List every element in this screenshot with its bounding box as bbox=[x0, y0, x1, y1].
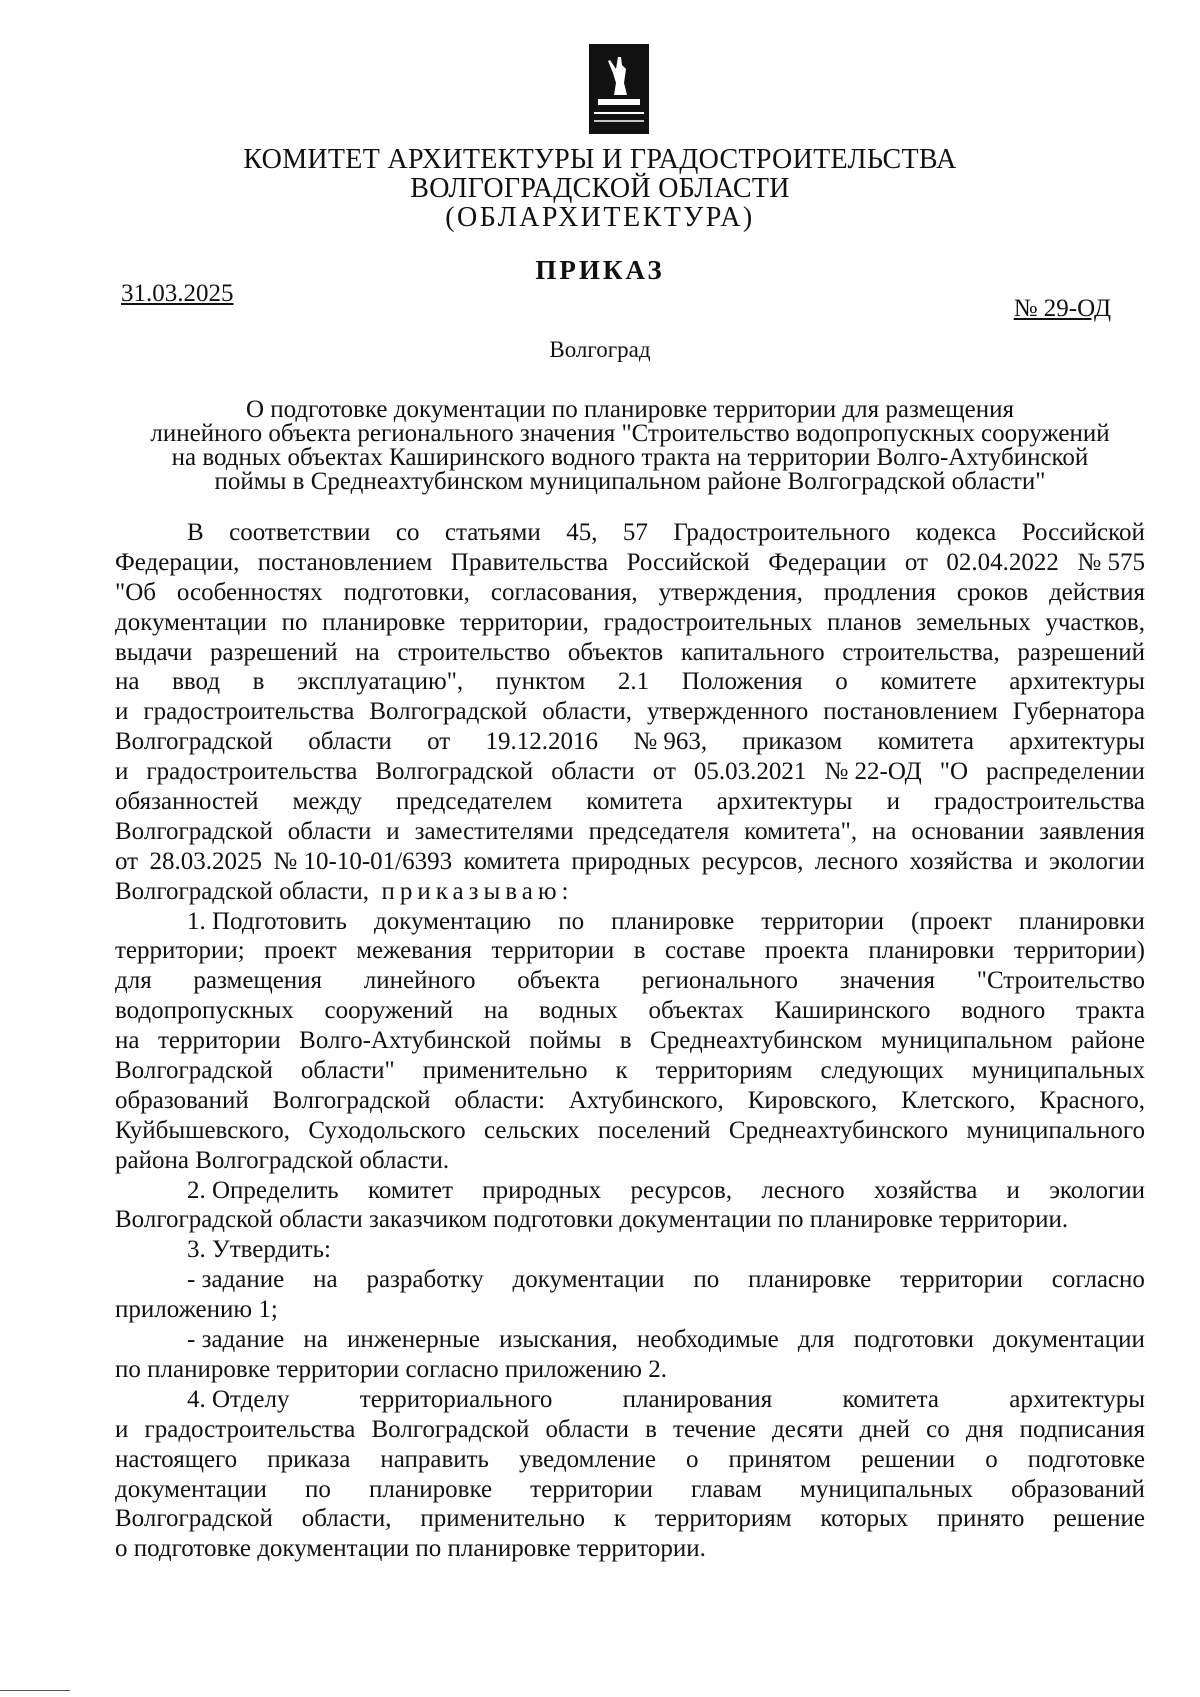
body-word: территориального bbox=[359, 1385, 553, 1413]
body-word: Волгоградской bbox=[369, 698, 528, 726]
body-word: - задание bbox=[187, 1266, 285, 1294]
body-word: и bbox=[115, 758, 129, 786]
body-word: планирования bbox=[622, 1385, 773, 1413]
body-word: планировке bbox=[368, 1475, 493, 1503]
body-word: строительства, bbox=[842, 638, 1000, 666]
body-word: которых bbox=[820, 1505, 909, 1533]
body-word: сроков bbox=[956, 578, 1029, 606]
body-word: участков, bbox=[1045, 608, 1145, 636]
body-line bbox=[115, 1265, 1145, 1295]
body-word: применительно bbox=[420, 1505, 586, 1533]
body-word: природных bbox=[571, 847, 691, 875]
body-word: области bbox=[308, 728, 392, 756]
body-word: к bbox=[613, 1505, 627, 1533]
body-word: Клетского, bbox=[901, 1086, 1016, 1114]
body-word: территории, bbox=[459, 608, 589, 636]
body-word: решении bbox=[861, 1445, 956, 1473]
order-word: приказываю: bbox=[381, 877, 574, 905]
body-word: градостроительства bbox=[144, 1415, 356, 1443]
body-word: лесного bbox=[761, 1176, 845, 1204]
body-word: капитального bbox=[680, 638, 825, 666]
body-word: градостроительства bbox=[934, 788, 1145, 816]
body-line bbox=[115, 996, 1145, 1026]
body-word: межевания bbox=[356, 937, 472, 965]
body-word: области, bbox=[301, 1505, 392, 1533]
body-word: области: bbox=[454, 1086, 545, 1114]
body-line: приложению 1; bbox=[115, 1296, 278, 1324]
body-word: для bbox=[797, 1326, 835, 1354]
body-word: и bbox=[115, 698, 129, 726]
scan-edge-mark bbox=[0, 1690, 70, 1691]
body-word: муниципального bbox=[966, 1116, 1145, 1144]
body-word: № 10-10-01/6393 bbox=[273, 847, 453, 875]
body-word: составе bbox=[665, 937, 746, 965]
body-word: комитета", bbox=[744, 817, 858, 845]
body-word: планировке bbox=[611, 907, 735, 935]
body-word: области" bbox=[300, 1057, 395, 1085]
body-word: документации bbox=[115, 1475, 267, 1503]
body-word: принятом bbox=[728, 1445, 832, 1473]
body-word: (проект bbox=[911, 907, 992, 935]
body-word: планировки bbox=[1018, 907, 1145, 935]
body-word: Среднеахтубинском bbox=[650, 1027, 863, 1055]
body-word: Градостроительного bbox=[673, 519, 891, 546]
body-word: на bbox=[872, 817, 897, 845]
body-word: на bbox=[303, 1326, 328, 1354]
body-word: течение bbox=[673, 1415, 756, 1443]
body-word: на bbox=[115, 668, 140, 696]
body-word: территориям bbox=[655, 1057, 793, 1085]
body-word: Ахтубинского, bbox=[568, 1086, 724, 1114]
body-word: муниципальных bbox=[971, 1057, 1145, 1085]
body-word: документации bbox=[512, 1266, 665, 1294]
body-word: от bbox=[427, 728, 451, 756]
body-word: на bbox=[483, 997, 509, 1025]
body-word: Волгоградской bbox=[115, 1505, 273, 1533]
body-word: и bbox=[1006, 1176, 1020, 1204]
body-word: согласования, bbox=[490, 578, 638, 606]
body-line bbox=[115, 936, 1145, 966]
body-word: архитектуры bbox=[1009, 1385, 1145, 1413]
body-word: муниципальных bbox=[800, 1475, 974, 1503]
body-word: Правительства bbox=[450, 548, 609, 576]
body-word: территориям bbox=[654, 1505, 792, 1533]
body-line: по планировке территории согласно приложению 2. bbox=[115, 1355, 667, 1383]
body-word: поймы bbox=[529, 1027, 602, 1055]
body-line bbox=[115, 1415, 1145, 1445]
body-line: Волгоградской области заказчиком подготовки документации по планировке территории. bbox=[115, 1206, 1069, 1234]
body-word: экологии bbox=[1049, 1176, 1145, 1204]
body-line bbox=[115, 817, 1145, 847]
org-line: КОМИТЕТ АРХИТЕКТУРЫ И ГРАДОСТРОИТЕЛЬСТВА bbox=[243, 144, 957, 175]
body-word: уведомление bbox=[519, 1445, 656, 1473]
body-word: и bbox=[886, 788, 900, 816]
body-word: эксплуатацию", bbox=[297, 668, 464, 696]
body-word: о bbox=[985, 1445, 998, 1473]
body-word: и bbox=[386, 817, 400, 845]
body-word: Волгоградской bbox=[375, 758, 534, 786]
body-word: градостроительных bbox=[603, 608, 813, 636]
body-line bbox=[115, 877, 1145, 907]
body-word: 4. Отделу bbox=[187, 1385, 290, 1413]
body-word: области bbox=[551, 758, 635, 786]
body-word: Волгоградской bbox=[371, 1415, 530, 1443]
body-word: ресурсов, bbox=[701, 847, 804, 875]
body-word: подготовки bbox=[853, 1326, 974, 1354]
body-word: решение bbox=[1053, 1505, 1145, 1533]
body-word: о bbox=[835, 668, 848, 696]
body-word: хозяйства bbox=[873, 1176, 978, 1204]
body-word: архитектуры bbox=[1009, 728, 1145, 756]
body-line bbox=[115, 1504, 1145, 1534]
body-word: разработку bbox=[366, 1266, 484, 1294]
body-word: линейного bbox=[363, 967, 476, 995]
body-word: разрешений bbox=[210, 638, 338, 666]
body-word: настоящего bbox=[115, 1445, 238, 1473]
body-word: 2. Определить bbox=[187, 1176, 339, 1204]
body-text: Волгоградской области, bbox=[115, 877, 369, 905]
body-word: водного bbox=[961, 997, 1046, 1025]
body-word: территории; bbox=[115, 937, 245, 965]
body-line bbox=[115, 1445, 1145, 1475]
body-word: комитет bbox=[367, 1176, 453, 1204]
document-subject bbox=[120, 398, 1140, 494]
org-line: (ОБЛАРХИТЕКТУРА) bbox=[445, 202, 755, 233]
body-word: документации bbox=[992, 1326, 1145, 1354]
organization-name bbox=[0, 145, 1200, 232]
document-type: ПРИКАЗ bbox=[535, 255, 665, 285]
subject-line: на водных объектах Каширинского водного тракта на территории Волго-Ахтубинской bbox=[171, 444, 1089, 471]
body-word: Волго-Ахтубинской bbox=[299, 1027, 511, 1055]
body-line bbox=[115, 548, 1145, 578]
body-word: подписания bbox=[1019, 1415, 1145, 1443]
body-line bbox=[115, 1086, 1145, 1116]
body-word: комитета bbox=[877, 728, 974, 756]
body-word: объектах bbox=[648, 997, 744, 1025]
body-word: градостроительства bbox=[143, 698, 355, 726]
body-word: 28.03.2025 bbox=[149, 847, 263, 875]
body-word: регионального bbox=[641, 967, 799, 995]
body-word: и bbox=[115, 1415, 129, 1443]
body-word: образований bbox=[115, 1086, 249, 1114]
body-word: направить bbox=[380, 1445, 489, 1473]
body-word: области, bbox=[542, 698, 633, 726]
body-word: Куйбышевского, bbox=[115, 1116, 291, 1144]
body-word: Каширинского bbox=[774, 997, 931, 1025]
body-word: заявления bbox=[1039, 817, 1145, 845]
body-word: № 575 bbox=[1077, 548, 1145, 576]
body-word: комитета bbox=[463, 847, 560, 875]
body-word: распределении bbox=[986, 758, 1145, 786]
body-word: строительство bbox=[397, 638, 551, 666]
body-word: дня bbox=[965, 1415, 1004, 1443]
body-word: градостроительства bbox=[146, 758, 358, 786]
body-word: лесного bbox=[814, 847, 899, 875]
body-word: В bbox=[187, 519, 204, 546]
body-word: постановлением bbox=[257, 548, 433, 576]
body-word: № 963, bbox=[633, 728, 708, 756]
body-line bbox=[115, 907, 1145, 937]
body-word: проекта bbox=[764, 937, 849, 965]
body-line bbox=[115, 608, 1145, 638]
body-word: необходимые bbox=[636, 1326, 779, 1354]
body-line bbox=[115, 757, 1145, 787]
subject-line: поймы в Среднеахтубинском муниципальном районе Волгоградской области" bbox=[214, 468, 1046, 495]
body-line bbox=[115, 697, 1145, 727]
body-word: ресурсов, bbox=[630, 1176, 733, 1204]
body-word: комитета bbox=[842, 1385, 939, 1413]
body-word: обязанностей bbox=[115, 788, 259, 816]
body-word: - задание bbox=[187, 1326, 285, 1354]
body-line bbox=[115, 1116, 1145, 1146]
volgograd-emblem-icon bbox=[588, 43, 650, 135]
body-word: на bbox=[313, 1266, 338, 1294]
body-word: председателем bbox=[396, 788, 553, 816]
body-word: Суходольского bbox=[308, 1116, 466, 1144]
body-word: согласно bbox=[1051, 1266, 1145, 1294]
body-line bbox=[115, 1385, 1145, 1415]
body-word: по bbox=[305, 1475, 331, 1503]
body-word: территории bbox=[530, 1475, 653, 1503]
body-word: водных bbox=[539, 997, 618, 1025]
body-word: главам bbox=[691, 1475, 762, 1503]
body-word: сооружений bbox=[324, 997, 454, 1025]
body-line: 3. Утвердить: bbox=[187, 1236, 331, 1264]
body-word: в bbox=[619, 1027, 632, 1055]
document-date: 31.03.2025 bbox=[121, 280, 234, 307]
body-line bbox=[115, 667, 1145, 697]
body-word: Кировского, bbox=[747, 1086, 878, 1114]
body-word: хозяйства bbox=[909, 847, 1013, 875]
body-word: по bbox=[558, 907, 585, 935]
body-word: природных bbox=[482, 1176, 602, 1204]
body-word: образований bbox=[1011, 1475, 1145, 1503]
body-word: Положения bbox=[681, 668, 803, 696]
body-word: выдачи bbox=[115, 638, 193, 666]
body-word: размещения bbox=[193, 967, 323, 995]
body-word: разрешений bbox=[1017, 638, 1145, 666]
body-word: Волгоградской bbox=[115, 817, 273, 845]
body-line bbox=[115, 727, 1145, 757]
body-word: Красного, bbox=[1039, 1086, 1145, 1114]
body-word: территории bbox=[900, 1266, 1023, 1294]
body-word: проект bbox=[264, 937, 337, 965]
body-word: 57 bbox=[622, 519, 648, 546]
body-word: территории bbox=[491, 937, 615, 965]
body-word: области bbox=[545, 1415, 630, 1443]
body-word: в bbox=[252, 668, 265, 696]
document-number: № 29-ОД bbox=[1013, 295, 1111, 322]
body-word: объектов bbox=[567, 638, 664, 666]
body-word: утверждения, bbox=[658, 578, 803, 606]
body-word: продления bbox=[823, 578, 936, 606]
body-word: ввод bbox=[172, 668, 221, 696]
body-word: планировке bbox=[322, 608, 446, 636]
body-word: от bbox=[115, 847, 139, 875]
body-word: Волгоградской bbox=[272, 1086, 431, 1114]
body-word: 2.1 bbox=[617, 668, 650, 696]
body-word: на bbox=[355, 638, 380, 666]
document-body bbox=[115, 518, 1145, 1564]
body-word: пунктом bbox=[495, 668, 586, 696]
subject-line: линейного объекта регионального значения "Строительство водопропускных сооружений bbox=[150, 420, 1110, 447]
body-word: со bbox=[926, 1415, 950, 1443]
body-word: 1. Подготовить bbox=[187, 907, 347, 935]
body-word: Российской bbox=[1021, 519, 1145, 546]
body-word: значения bbox=[839, 967, 936, 995]
body-word: земельных bbox=[916, 608, 1031, 636]
body-word: и bbox=[1024, 847, 1038, 875]
body-word: 45, bbox=[566, 519, 598, 546]
body-word: от bbox=[904, 548, 928, 576]
body-word: Среднеахтубинского bbox=[728, 1116, 949, 1144]
body-word: 05.03.2021 bbox=[693, 758, 807, 786]
body-word: Федерации, bbox=[115, 548, 240, 576]
body-line bbox=[115, 966, 1145, 996]
body-word: по bbox=[281, 608, 308, 636]
body-word: планов bbox=[827, 608, 902, 636]
body-word: подготовки, bbox=[343, 578, 470, 606]
body-word: комитета bbox=[586, 788, 683, 816]
body-word: области bbox=[287, 817, 372, 845]
body-word: территории) bbox=[1013, 937, 1145, 965]
body-word: изыскания, bbox=[499, 1326, 618, 1354]
body-word: Российской bbox=[626, 548, 750, 576]
body-word: "Об bbox=[115, 578, 156, 606]
body-line bbox=[115, 1056, 1145, 1086]
body-word: тракта bbox=[1076, 997, 1145, 1025]
body-word: десяти bbox=[772, 1415, 844, 1443]
body-word: Федерации bbox=[768, 548, 887, 576]
body-word: "О bbox=[939, 758, 969, 786]
body-word: применительно bbox=[422, 1057, 588, 1085]
body-word: Губернатора bbox=[1012, 698, 1145, 726]
body-word: кодекса bbox=[915, 519, 997, 546]
body-line bbox=[115, 847, 1145, 877]
body-word: № 22-ОД bbox=[824, 758, 922, 786]
body-line bbox=[115, 518, 1145, 548]
body-word: действия bbox=[1049, 578, 1145, 606]
body-word: районе bbox=[1071, 1027, 1145, 1055]
body-word: по bbox=[693, 1266, 720, 1294]
body-word: соответствии bbox=[229, 519, 371, 546]
body-word: объекта bbox=[517, 967, 600, 995]
body-word: территории bbox=[761, 907, 885, 935]
body-line: о подготовке документации по планировке территории. bbox=[115, 1535, 706, 1563]
body-word: постановлением bbox=[823, 698, 998, 726]
body-line bbox=[115, 638, 1145, 668]
body-word: приказа bbox=[267, 1445, 351, 1473]
body-line bbox=[115, 1325, 1145, 1355]
body-word: "Строительство bbox=[976, 967, 1145, 995]
body-word: поселений bbox=[597, 1116, 711, 1144]
body-word: дней bbox=[859, 1415, 911, 1443]
body-word: подготовке bbox=[1027, 1445, 1145, 1473]
body-word: заместителями bbox=[414, 817, 574, 845]
body-word: 19.12.2016 bbox=[485, 728, 598, 756]
body-word: утвержденного bbox=[647, 698, 809, 726]
body-word: председателя bbox=[588, 817, 730, 845]
body-word: к bbox=[615, 1057, 628, 1085]
body-word: инженерные bbox=[346, 1326, 481, 1354]
org-line: ВОЛГОГРАДСКОЙ ОБЛАСТИ bbox=[410, 173, 790, 204]
body-word: в bbox=[633, 937, 646, 965]
body-word: муниципальном bbox=[880, 1027, 1053, 1055]
body-word: территории bbox=[157, 1027, 281, 1055]
body-word: 02.04.2022 bbox=[946, 548, 1059, 576]
body-word: планировки bbox=[868, 937, 995, 965]
body-word: принято bbox=[937, 1505, 1025, 1533]
body-line bbox=[115, 1176, 1145, 1206]
body-line bbox=[115, 1026, 1145, 1056]
body-word: со bbox=[395, 519, 420, 546]
body-word: следующих bbox=[820, 1057, 944, 1085]
body-word: особенностях bbox=[176, 578, 323, 606]
body-word: Волгоградской bbox=[115, 728, 273, 756]
body-word: в bbox=[645, 1415, 657, 1443]
body-word: сельских bbox=[484, 1116, 580, 1144]
document-city: Волгоград bbox=[549, 337, 651, 362]
body-word: архитектуры bbox=[1009, 668, 1145, 696]
subject-line: О подготовке документации по планировке территории для размещения bbox=[245, 396, 1015, 423]
body-line bbox=[115, 578, 1145, 608]
body-word: экологии bbox=[1049, 847, 1145, 875]
body-word: комитете bbox=[880, 668, 977, 696]
body-line bbox=[115, 787, 1145, 817]
body-word: основании bbox=[911, 817, 1025, 845]
body-word: между bbox=[292, 788, 362, 816]
body-line bbox=[115, 1475, 1145, 1505]
body-word: Волгоградской bbox=[115, 1057, 273, 1085]
body-word: документации bbox=[115, 608, 267, 636]
body-word: архитектуры bbox=[716, 788, 853, 816]
body-word: статьями bbox=[444, 519, 541, 546]
body-word: водопропускных bbox=[115, 997, 294, 1025]
body-word: на bbox=[115, 1027, 140, 1055]
body-word: планировке bbox=[748, 1266, 872, 1294]
body-word: о bbox=[685, 1445, 699, 1473]
body-word: документацию bbox=[373, 907, 532, 935]
body-word: приказом bbox=[742, 728, 843, 756]
body-word: от bbox=[652, 758, 676, 786]
body-word: для bbox=[115, 967, 152, 995]
body-line: района Волгоградской области. bbox=[115, 1146, 450, 1174]
